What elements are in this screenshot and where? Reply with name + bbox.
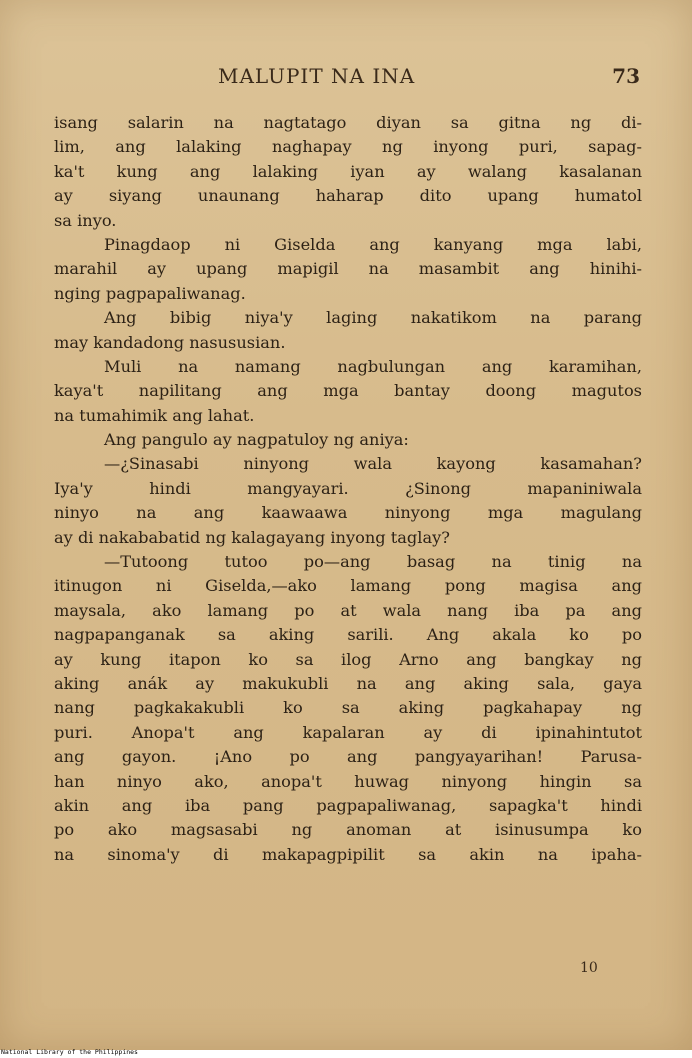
text-line: kaya't napilitang ang mga bantay doong magutos [54, 381, 642, 401]
text-line: nagpapanganak sa aking sarili. Ang akala ko po [54, 625, 642, 645]
text-line: po ako magsasabi ng anoman at isinusumpa ko [54, 820, 642, 840]
page-number: 73 [612, 64, 640, 88]
text-line: marahil ay upang mapigil na masambit ang hinihi- [54, 259, 642, 279]
text-line: aking anák ay makukubli na ang aking sala, gaya [54, 673, 642, 693]
text-line: ay kung itapon ko sa ilog Arno ang bangkay ng [54, 649, 642, 669]
text-line: —Tutoong tutoo po—ang basag na tinig na [104, 552, 642, 572]
footer-strip [0, 1050, 692, 1058]
text-line: puri. Anopa't ang kapalaran ay di ipinahintutot [54, 722, 642, 742]
body-text [54, 111, 642, 867]
text-line: na tumahimik ang lahat. [54, 405, 255, 425]
running-head [54, 64, 642, 94]
text-line: han ninyo ako, anopa't huwag ninyong hingin sa [54, 771, 642, 791]
text-line: na sinoma'y di makapagpipilit sa akin na ipaha- [54, 844, 642, 864]
text-line: ay di nakababatid ng kalagayang inyong taglay? [54, 527, 450, 547]
text-line: may kandadong nasususian. [54, 332, 286, 352]
text-line: Iya'y hindi mangyayari. ¿Sinong mapaniniwala [54, 478, 642, 498]
text-line: akin ang iba pang pagpapaliwanag, sapagka't hindi [54, 795, 642, 815]
footer-credit: National Library of the Philippines [1, 1048, 138, 1056]
text-line: ninyo na ang kaawaawa ninyong mga magulang [54, 503, 642, 523]
text-line: itinugon ni Giselda,—ako lamang pong magisa ang [54, 576, 642, 596]
text-line: ang gayon. ¡Ano po ang pangyayarihan! Parusa- [54, 747, 642, 767]
text-line: Muli na namang nagbulungan ang karamihan, [104, 356, 642, 376]
text-line: maysala, ako lamang po at wala nang iba pa ang [54, 600, 642, 620]
text-line: Pinagdaop ni Giselda ang kanyang mga labi, [104, 234, 642, 254]
text-line: ay siyang unaunang haharap dito upang humatol [54, 186, 642, 206]
text-line: —¿Sinasabi ninyong wala kayong kasamahan? [104, 454, 642, 474]
text-line: nging pagpapaliwanag. [54, 283, 246, 303]
text-line: Ang bibig niya'y laging nakatikom na parang [104, 308, 642, 328]
running-title: MALUPIT NA INA [218, 64, 416, 88]
text-line: sa inyo. [54, 210, 117, 230]
text-line: Ang pangulo ay nagpatuloy ng aniya: [104, 430, 409, 450]
text-line: nang pagkakakubli ko sa aking pagkahapay ng [54, 698, 642, 718]
text-line: ka't kung ang lalaking iyan ay walang kasalanan [54, 161, 642, 181]
text-line: lim, ang lalaking naghapay ng inyong puri, sapag- [54, 137, 642, 157]
signature-mark: 10 [580, 960, 598, 976]
text-line: isang salarin na nagtatago diyan sa gitna ng di- [54, 113, 642, 132]
